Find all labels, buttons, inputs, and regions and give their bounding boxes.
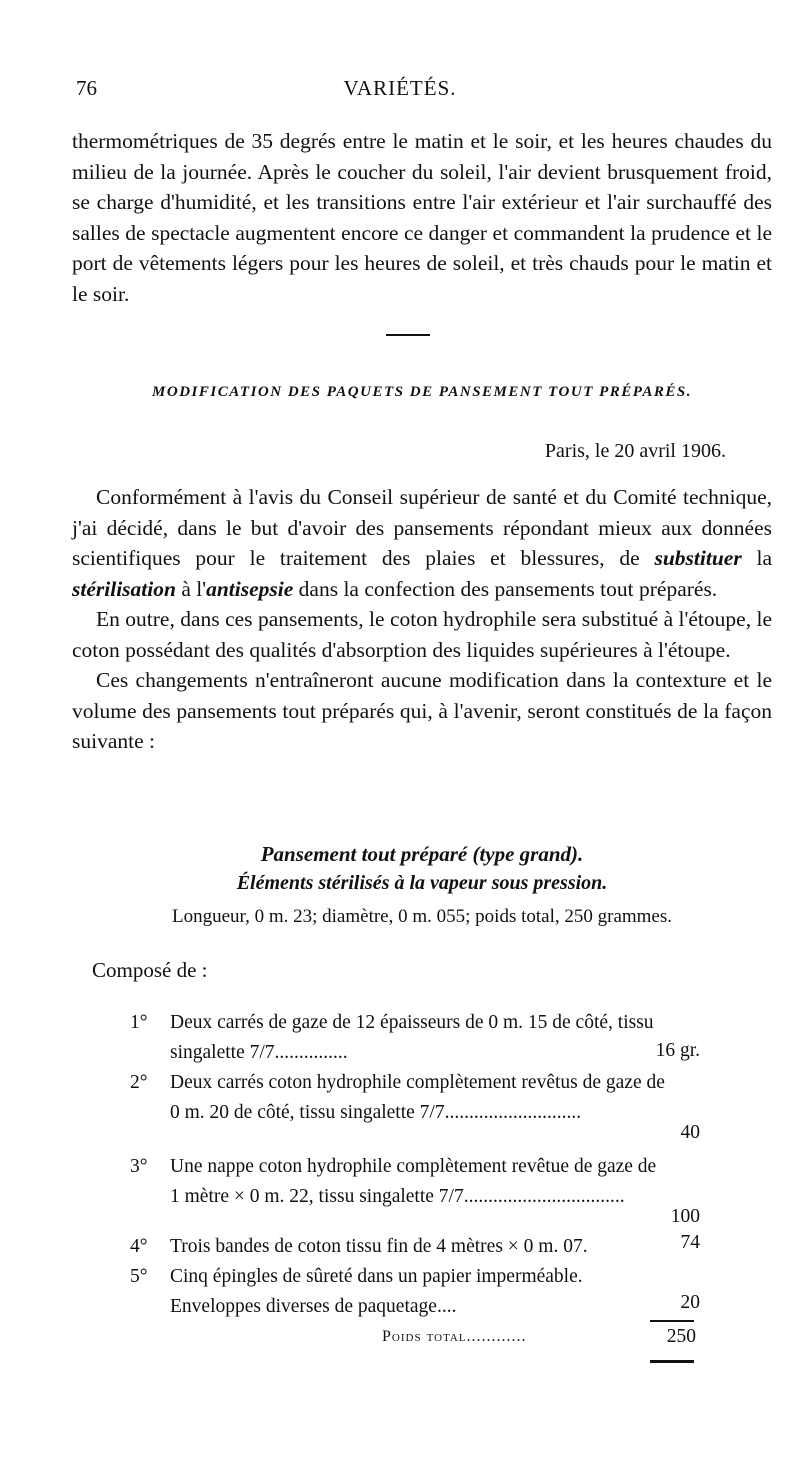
paragraph-1-start: Conformément à l'avis du Conseil supérieur de santé et du Comité technique, j'ai décidé, dans le but d'avoir des pansements répondant mieux aux données scientifiques pour le traitement des plaies et blessures, de (72, 485, 772, 570)
paragraph-2: En outre, dans ces pansements, le coton hydrophile sera substitué à l'étoupe, le coton possédant des qualités d'absorption des liquides supérieures à l'étoupe. (72, 607, 772, 662)
paragraph-1-end: dans la confection des pansements tout préparés. (293, 576, 718, 601)
emphasis-substituer: substituer (654, 546, 742, 570)
item-value: 40 (680, 1122, 700, 1143)
item-text: Deux carrés de gaze de 12 épaisseurs de 0 m. 15 de côté, tissu singalette 7/7............... (170, 1012, 654, 1063)
intro-text: thermométriques de 35 degrés entre le matin et le soir, et les heures chaudes du milieu de la journée. Après le coucher du soleil, l'air devient brusquement froid, se charge d'humidité, et les transitions entre l'air extérieur et l'air surchauffé des salles de spectacle augmentent encore ce danger et commandent la prudence et le port de vêtements légers pour les heures de soleil, et très chauds pour le matin et le soir. (72, 129, 772, 306)
decision-text (72, 482, 772, 757)
item-text: Une nappe coton hydrophile complètement revêtue de gaze de 1 mètre × 0 m. 22, tissu singalette 7/7................................. (170, 1156, 657, 1207)
paragraph-3: Ces changements n'entraîneront aucune modification dans la contexture et le volume des pansements tout préparés qui, à l'avenir, seront constitués de la façon suivante : (72, 668, 772, 753)
page-number: 76 (76, 76, 97, 100)
emphasis-antisepsie: antisepsie (206, 576, 294, 601)
item-number: 4° (130, 1236, 148, 1257)
running-head: VARIÉTÉS. (343, 76, 457, 100)
spec-dimensions: Longueur, 0 m. 23; diamètre, 0 m. 055; poids total, 250 grammes. (171, 906, 673, 927)
total-value: 250 (666, 1326, 696, 1347)
intro-paragraph (72, 126, 772, 309)
item-number: 3° (130, 1156, 148, 1177)
paragraph-1 (72, 482, 772, 604)
item-value: 16 gr. (655, 1040, 700, 1061)
item-text: Cinq épingles de sûreté dans un papier imperméable. Enveloppes diverses de paquetage.... (170, 1266, 583, 1317)
section-divider (386, 334, 430, 336)
item-value: 100 (670, 1206, 700, 1227)
item-value: 20 (680, 1292, 700, 1313)
item-text: Deux carrés coton hydrophile complètement revêtus de gaze de 0 m. 20 de côté, tissu singalette 7/7............................ (170, 1072, 665, 1123)
page-header (0, 76, 800, 106)
section-heading: MODIFICATION DES PAQUETS DE PANSEMENT TOUT PRÉPARÉS. (152, 384, 692, 400)
spec-subtitle: Éléments stérilisés à la vapeur sous pression. (236, 872, 608, 894)
item-number: 2° (130, 1072, 148, 1093)
composition-label: Composé de : (92, 958, 208, 982)
total-rule-top (650, 1320, 694, 1322)
total-label: Poids total............ (382, 1328, 527, 1345)
item-number: 5° (130, 1266, 148, 1287)
item-text: Trois bandes de coton tissu fin de 4 mètres × 0 m. 07. (170, 1236, 588, 1257)
item-number: 1° (130, 1012, 148, 1033)
emphasis-sterilisation: stérilisation (72, 576, 176, 601)
paragraph-1-mid1: la (741, 546, 772, 570)
item-value: 74 (680, 1232, 700, 1253)
paragraph-1-mid2: à l' (175, 576, 207, 601)
dateline: Paris, le 20 avril 1906. (544, 440, 726, 462)
spec-title: Pansement tout préparé (type grand). (260, 842, 584, 866)
total-rule-bottom (650, 1360, 694, 1363)
